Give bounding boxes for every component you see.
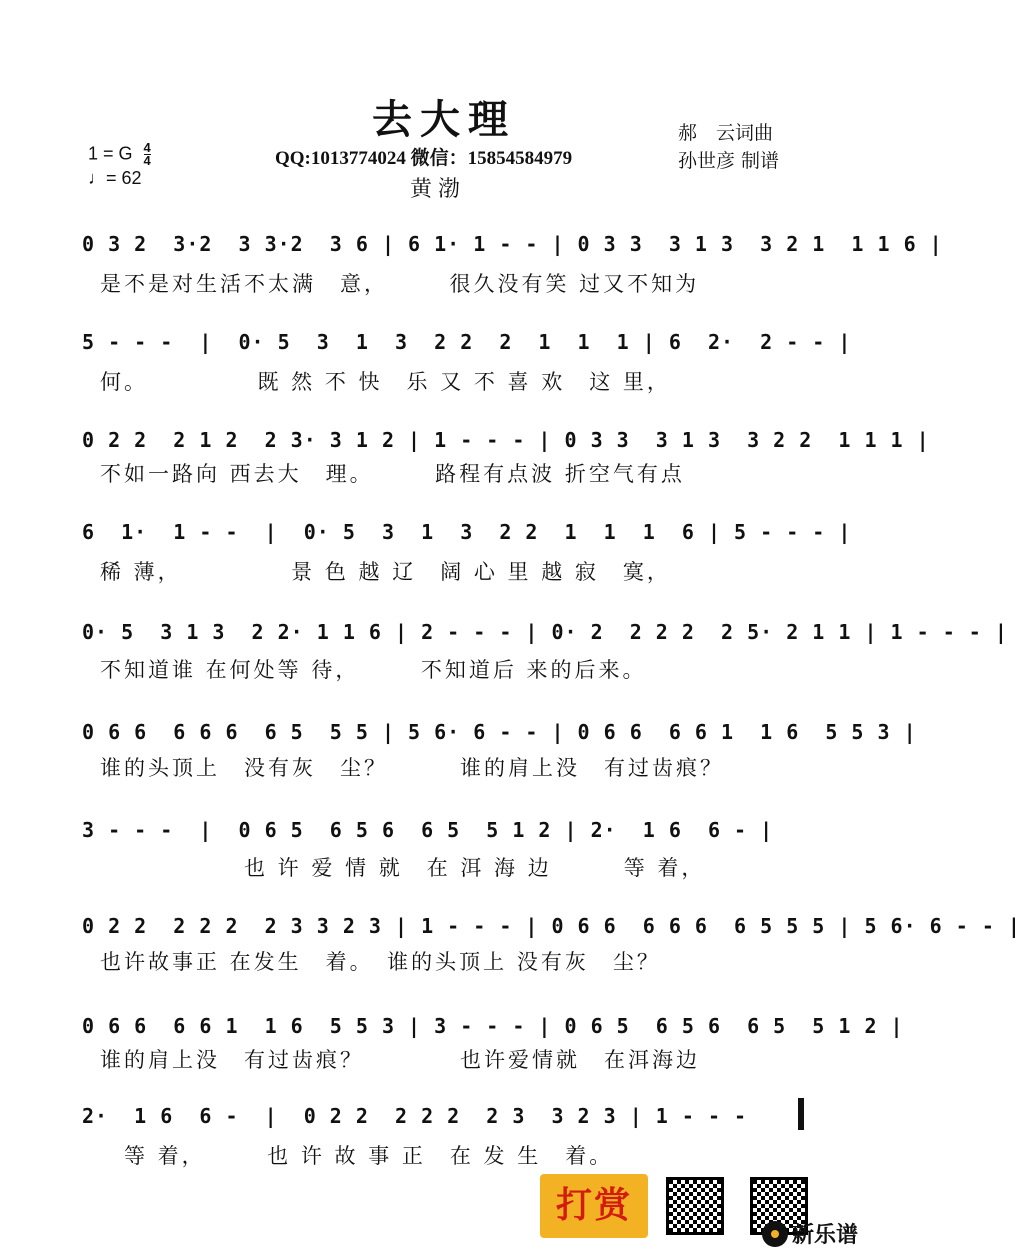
brand-name: 新乐谱 — [792, 1223, 859, 1248]
score-notes-4: 6 1· 1 - - | 0· 5 3 1 3 2 2 1 1 1 6 | 5 - - - | — [82, 520, 852, 544]
page-title: 去大理 — [372, 96, 516, 143]
score-notes-6: 0 6 6 6 6 6 6 5 5 5 | 5 6· 6 - - | 0 6 6 6 6 1 1 6 5 5 3 | — [82, 720, 917, 744]
score-lyrics-6: 谁的头顶上 没有灰 尘？ 谁的肩上没 有过齿痕？ — [100, 756, 724, 780]
score-lyrics-1: 是不是对生活不太满 意， 很久没有笑 过又不知为 — [100, 272, 700, 296]
time-bottom: 4 — [143, 153, 151, 168]
final-barline — [798, 1098, 804, 1130]
score-lyrics-7: 也 许 爱 情 就 在 洱 海 边 等 着， — [100, 856, 706, 880]
score-lyrics-8: 也许故事正 在发生 着。 谁的头顶上 没有灰 尘？ — [100, 950, 661, 974]
qr-code-icon — [666, 1177, 724, 1235]
score-notes-10: 2· 1 6 6 - | 0 2 2 2 2 2 2 3 3 2 3 | 1 - - - — [82, 1104, 748, 1128]
key-signature — [88, 142, 151, 167]
score-lyrics-5: 不知道谁 在何处等 待， 不知道后 来的后来。 — [100, 658, 647, 682]
singer-name: 黄渤 — [410, 177, 467, 202]
arranger-credit: 孙世彦 制谱 — [678, 150, 780, 172]
tempo-marking: ♩= 62 — [88, 168, 142, 188]
record-icon — [762, 1221, 788, 1247]
brand-logo — [762, 1218, 858, 1249]
contact-info: QQ:1013774024 微信：15854584979 — [275, 148, 573, 169]
score-notes-9: 0 6 6 6 6 1 1 6 5 5 3 | 3 - - - | 0 6 5 6 5 6 6 5 5 1 2 | — [82, 1014, 904, 1038]
score-notes-1: 0 3 2 3·2 3 3·2 3 6 | 6 1· 1 - - | 0 3 3 3 1 3 3 2 1 1 1 6 | — [82, 232, 943, 256]
score-lyrics-10: 等 着， 也 许 故 事 正 在 发 生 着。 — [100, 1144, 614, 1168]
score-lyrics-4: 稀 薄， 景 色 越 辽 阔 心 里 越 寂 寞， — [100, 560, 671, 584]
composer-credit: 郝 云词曲 — [678, 122, 774, 144]
time-signature — [144, 142, 151, 167]
score-lyrics-9: 谁的肩上没 有过齿痕？ 也许爱情就 在洱海边 — [100, 1048, 700, 1072]
score-notes-5: 0· 5 3 1 3 2 2· 1 1 6 | 2 - - - | 0· 2 2 2 2 2 5· 2 1 1 | 1 - - - | — [82, 620, 1008, 644]
score-lyrics-3: 不如一路向 西去大 理。 路程有点波 折空气有点 — [100, 462, 685, 486]
score-lyrics-2: 何。 既 然 不 快 乐 又 不 喜 欢 这 里， — [100, 370, 671, 394]
reward-button[interactable]: 打赏 — [540, 1174, 648, 1238]
score-notes-3: 0 2 2 2 1 2 2 3· 3 1 2 | 1 - - - | 0 3 3 3 1 3 3 2 2 1 1 1 | — [82, 428, 930, 452]
score-notes-7: 3 - - - | 0 6 5 6 5 6 6 5 5 1 2 | 2· 1 6 6 - | — [82, 818, 774, 842]
key-label: 1 = G — [88, 143, 133, 164]
score-notes-2: 5 - - - | 0· 5 3 1 3 2 2 2 1 1 1 | 6 2· 2 - - | — [82, 330, 852, 354]
score-notes-8: 0 2 2 2 2 2 2 3 3 2 3 | 1 - - - | 0 6 6 6 6 6 6 5 5 5 | 5 6· 6 - - | — [82, 914, 1021, 938]
time-top: 4 — [143, 140, 151, 155]
